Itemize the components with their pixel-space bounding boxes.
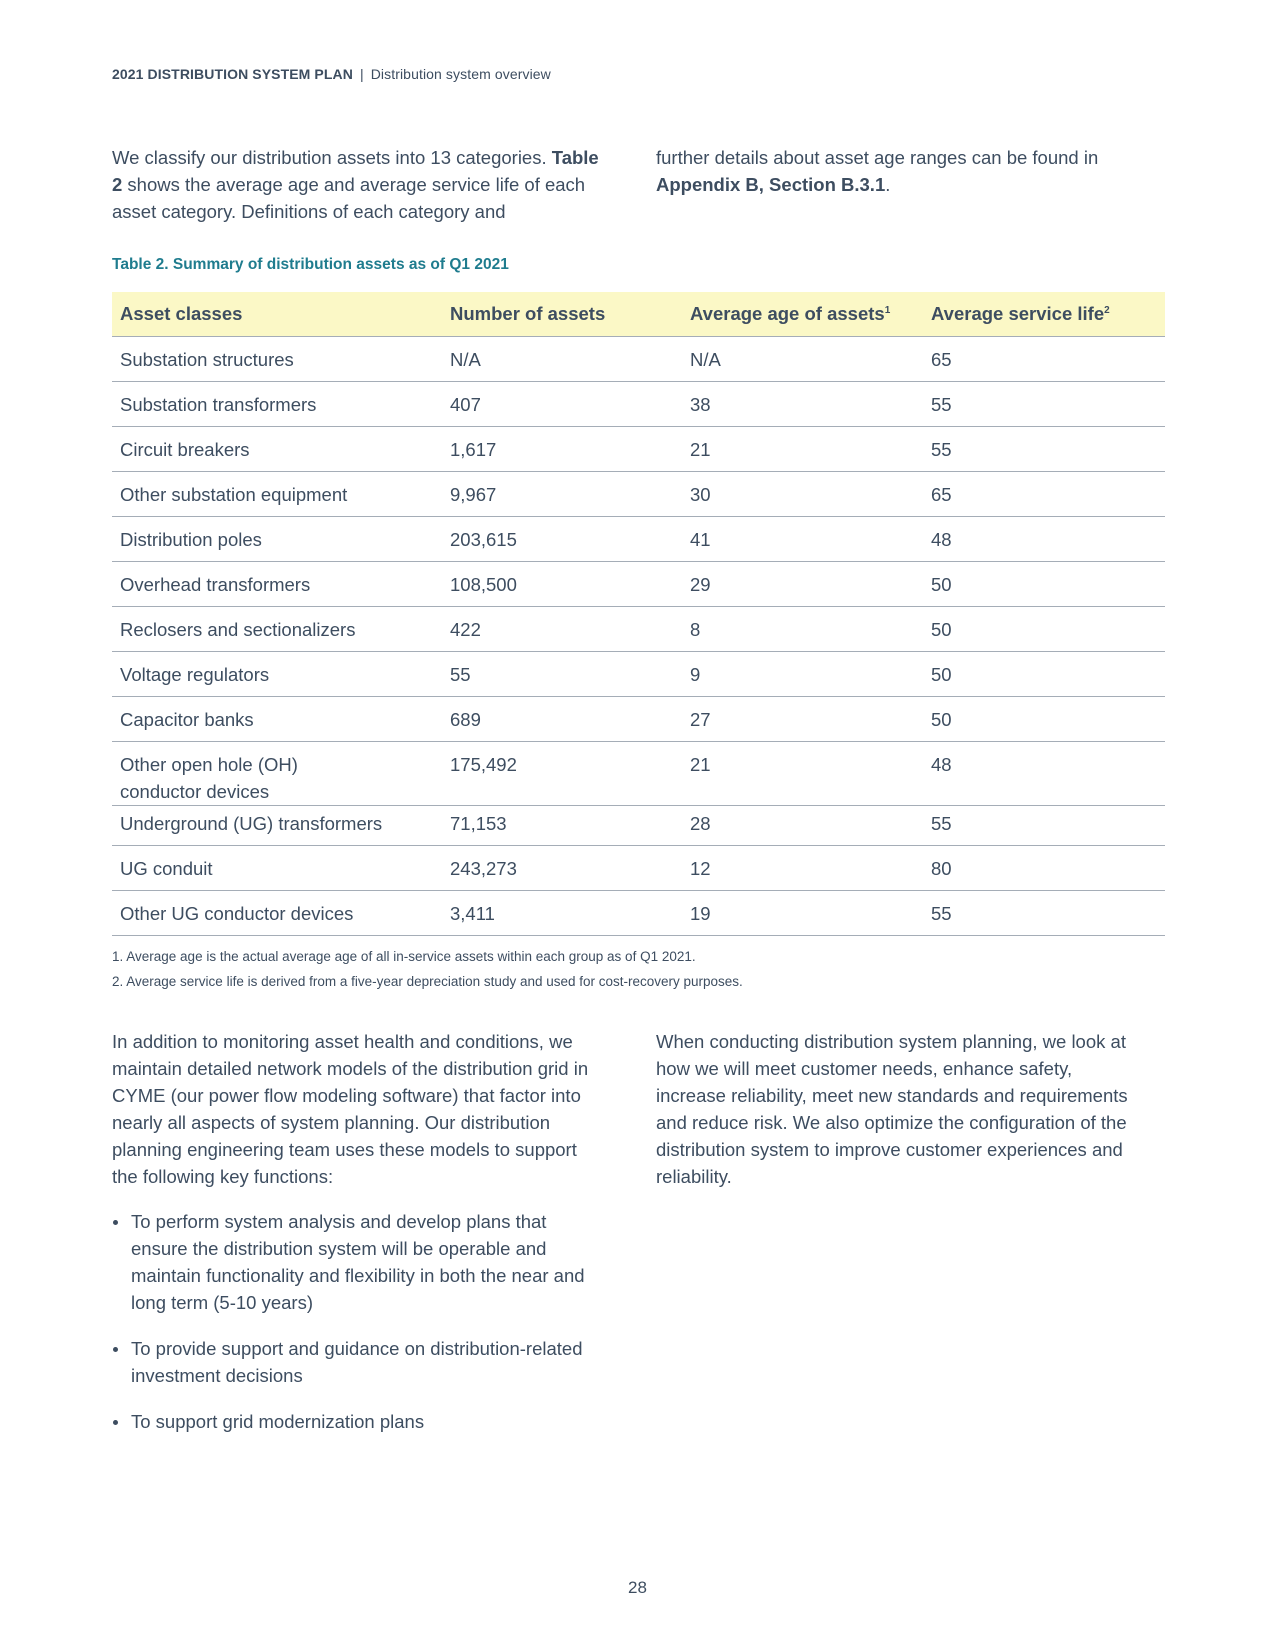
service-life-cell: 48 [923, 742, 1165, 806]
key-functions-list [112, 1208, 602, 1435]
asset-count-cell: 1,617 [442, 427, 682, 472]
table-row [112, 806, 1165, 846]
service-life-cell: 65 [923, 472, 1165, 517]
table-row [112, 517, 1165, 562]
service-life-cell: 55 [923, 806, 1165, 846]
footnote-marker: 2 [1104, 305, 1110, 316]
asset-count-cell: 108,500 [442, 562, 682, 607]
asset-count-cell: 203,615 [442, 517, 682, 562]
bullet-icon [113, 1420, 118, 1425]
intro-text: We classify our distribution assets into 13 categories. [112, 147, 552, 168]
intro-text: shows the average age and average service life of each asset category. Definitions of each category and [112, 174, 586, 222]
average-age-cell: 8 [682, 607, 923, 652]
average-age-cell: 19 [682, 891, 923, 936]
service-life-cell: 50 [923, 697, 1165, 742]
list-item [112, 1208, 602, 1316]
table-row [112, 337, 1165, 382]
column-header-average-service-life: Average service life$^2$ [923, 292, 1165, 337]
intro-text: further details about asset age ranges can be found in [656, 147, 1099, 168]
table-footnotes [112, 944, 743, 994]
asset-class-cell: Distribution poles [112, 517, 442, 562]
table-row [112, 891, 1165, 936]
asset-count-cell: 407 [442, 382, 682, 427]
table-header-row [112, 292, 1165, 337]
body-column-left [112, 1028, 602, 1454]
asset-count-cell: 71,153 [442, 806, 682, 846]
asset-count-cell: N/A [442, 337, 682, 382]
average-age-cell: 30 [682, 472, 923, 517]
asset-count-cell: 689 [442, 697, 682, 742]
intro-paragraph-right [656, 144, 1146, 198]
average-age-cell: 41 [682, 517, 923, 562]
asset-class-cell: Substation transformers [112, 382, 442, 427]
average-age-cell: 21 [682, 742, 923, 806]
average-age-cell: 27 [682, 697, 923, 742]
footnote-1: 1. Average age is the actual average age of all in-service assets within each group as of Q1 2021. [112, 949, 696, 964]
list-item-text: To provide support and guidance on distribution-related investment decisions [131, 1338, 583, 1386]
asset-class-cell: Voltage regulators [112, 652, 442, 697]
table-row [112, 427, 1165, 472]
running-header [112, 66, 551, 82]
asset-class-cell: Circuit breakers [112, 427, 442, 472]
average-age-cell: N/A [682, 337, 923, 382]
service-life-cell: 48 [923, 517, 1165, 562]
header-separator: | [359, 66, 364, 82]
service-life-cell: 50 [923, 607, 1165, 652]
table-row [112, 562, 1165, 607]
average-age-cell: 9 [682, 652, 923, 697]
column-header-number-of-assets: Number of assets [442, 292, 682, 337]
asset-class-cell: UG conduit [112, 846, 442, 891]
asset-class-cell: Other open hole (OH) conductor devices [112, 742, 442, 806]
asset-class-cell: Underground (UG) transformers [112, 806, 442, 846]
appendix-reference: Appendix B, Section B.3.1 [656, 174, 886, 195]
list-item [112, 1408, 602, 1435]
body-paragraph: When conducting distribution system planning, we look at how we will meet customer needs, enhance safety, increase reliability, meet new standards and requirements and reduce risk. We also optimize the configuration of the distribution system to improve customer experiences and reliability. [656, 1031, 1128, 1187]
footnote-marker: 1 [884, 305, 891, 316]
table-row [112, 607, 1165, 652]
body-paragraph: In addition to monitoring asset health and conditions, we maintain detailed network models of the distribution grid in CYME (our power flow modeling software) that factor into nearly all aspects of system planning. Our distribution planning engineering team uses these models to support the following key functions: [112, 1031, 589, 1187]
average-age-cell: 12 [682, 846, 923, 891]
table-row [112, 742, 1165, 806]
asset-class-cell: Reclosers and sectionalizers [112, 607, 442, 652]
service-life-cell: 50 [923, 652, 1165, 697]
service-life-cell: 55 [923, 427, 1165, 472]
body-column-right [656, 1028, 1146, 1190]
intro-text: . [885, 174, 891, 195]
asset-count-cell: 3,411 [442, 891, 682, 936]
intro-paragraph-left [112, 144, 602, 225]
average-age-cell: 29 [682, 562, 923, 607]
service-life-cell: 80 [923, 846, 1165, 891]
bullet-icon [113, 1220, 118, 1225]
list-item-text: To support grid modernization plans [131, 1411, 425, 1432]
table-row [112, 697, 1165, 742]
list-item [112, 1335, 602, 1389]
asset-class-cell: Overhead transformers [112, 562, 442, 607]
average-age-cell: 28 [682, 806, 923, 846]
list-item-text: To perform system analysis and develop plans that ensure the distribution system will be operable and maintain functionality and flexibility in both the near and long term (5-10 years) [131, 1211, 585, 1313]
asset-count-cell: 422 [442, 607, 682, 652]
asset-count-cell: 55 [442, 652, 682, 697]
asset-summary-table [112, 292, 1165, 936]
service-life-cell: 50 [923, 562, 1165, 607]
asset-class-cell: Other UG conductor devices [112, 891, 442, 936]
bullet-icon [113, 1347, 118, 1352]
asset-count-cell: 9,967 [442, 472, 682, 517]
footnote-2: 2. Average service life is derived from a five-year depreciation study and used for cost-recovery purposes. [112, 974, 743, 989]
service-life-cell: 55 [923, 382, 1165, 427]
table-row [112, 652, 1165, 697]
service-life-cell: 55 [923, 891, 1165, 936]
page-number: 28 [628, 1578, 647, 1597]
asset-class-cell: Substation structures [112, 337, 442, 382]
average-age-cell: 38 [682, 382, 923, 427]
document-title: 2021 DISTRIBUTION SYSTEM PLAN [112, 66, 353, 82]
table-row [112, 472, 1165, 517]
asset-class-cell: Capacitor banks [112, 697, 442, 742]
asset-class-cell: Other substation equipment [112, 472, 442, 517]
service-life-cell: 65 [923, 337, 1165, 382]
column-header-asset-classes: Asset classes [112, 292, 442, 337]
asset-count-cell: 175,492 [442, 742, 682, 806]
table-caption: Table 2. Summary of distribution assets as of Q1 2021 [112, 256, 509, 273]
asset-count-cell: 243,273 [442, 846, 682, 891]
section-name: Distribution system overview [370, 66, 551, 82]
average-age-cell: 21 [682, 427, 923, 472]
table-row [112, 846, 1165, 891]
table-reference: Table 2 [112, 147, 599, 195]
column-header-average-age: Average age of assets$^1$ [682, 292, 923, 337]
table-row [112, 382, 1165, 427]
